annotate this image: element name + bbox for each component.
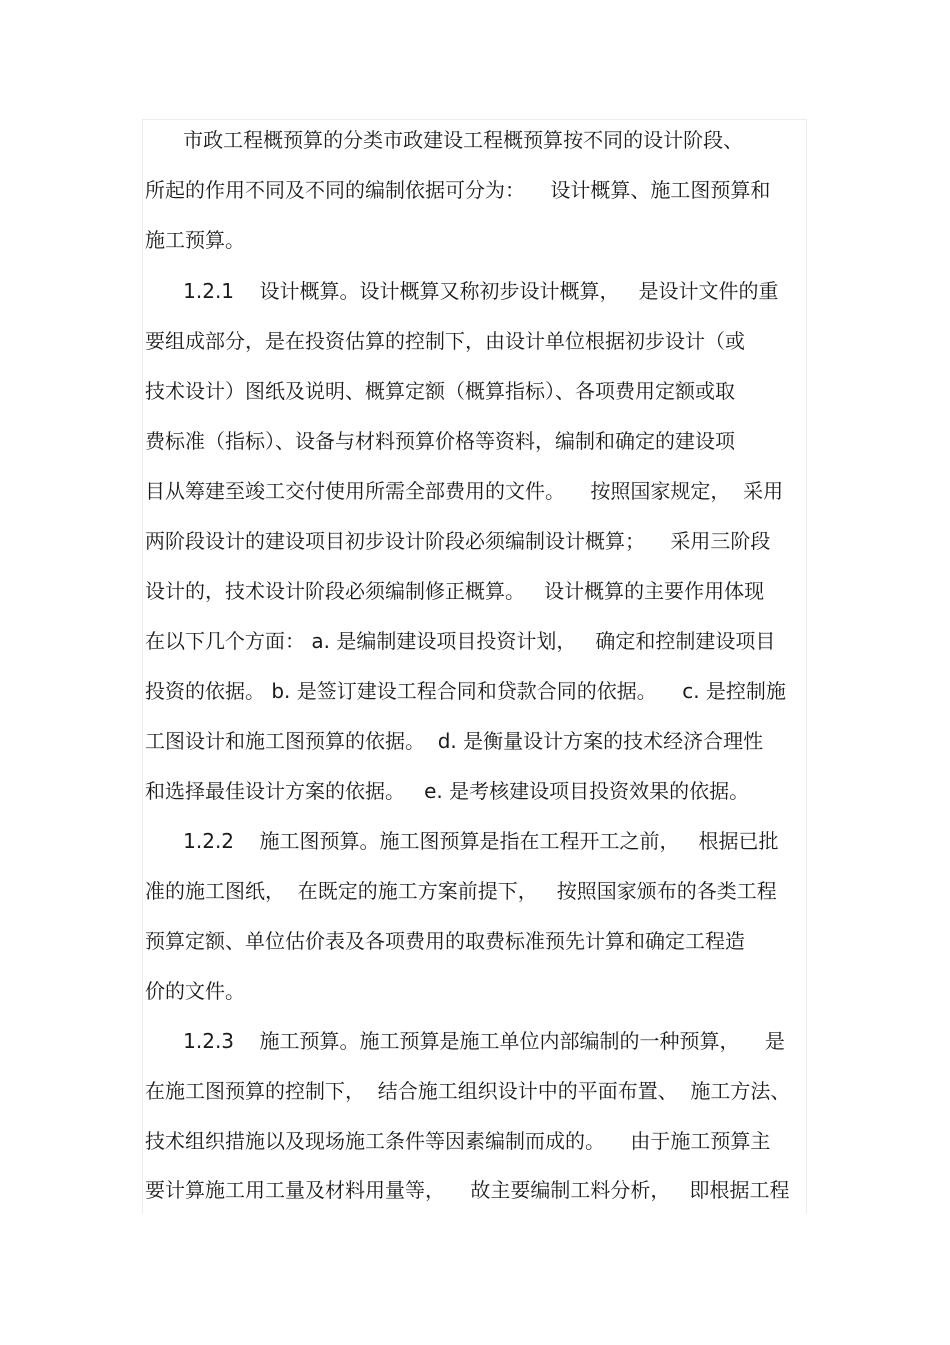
text-line: 技术设计）图纸及说明、概算定额（概算指标）、各项费用定额或取 <box>145 379 735 403</box>
text-line: 准的施工图纸， 在既定的施工方案前提下， 按照国家颁布的各类工程 <box>145 879 777 903</box>
text-line: 投资的依据。 b. 是签订建设工程合同和贷款合同的依据。 c. 是控制施 <box>145 679 786 703</box>
text-line: 要组成部分，是在投资估算的控制下，由设计单位根据初步设计（或 <box>145 329 745 353</box>
text-line: 市政工程概预算的分类市政建设工程概预算按不同的设计阶段、 <box>145 128 744 152</box>
text-line: 两阶段设计的建设项目初步设计阶段必须编制设计概算； 采用三阶段 <box>145 529 771 553</box>
text-line: 技术组织措施以及现场施工条件等因素编制而成的。 由于施工预算主 <box>145 1129 771 1153</box>
text-line: 在施工图预算的控制下， 结合施工组织设计中的平面布置、 施工方法、 <box>145 1079 791 1103</box>
text-line: 价的文件。 <box>145 979 245 1003</box>
text-line: 工图设计和施工图预算的依据。 d. 是衡量设计方案的技术经济合理性 <box>145 729 764 753</box>
text-line: 1.2.3 施工预算。施工预算是施工单位内部编制的一种预算， 是 <box>145 1029 785 1053</box>
text-line: 和选择最佳设计方案的依据。 e. 是考核建设项目投资效果的依据。 <box>145 779 750 803</box>
text-line: 所起的作用不同及不同的编制依据可分为： 设计概算、施工图预算和 <box>145 178 771 202</box>
text-line: 预算定额、单位估价表及各项费用的取费标准预先计算和确定工程造 <box>145 929 745 953</box>
text-line: 施工预算。 <box>145 228 245 252</box>
text-line: 1.2.2 施工图预算。施工图预算是指在工程开工之前， 根据已批 <box>145 829 779 853</box>
text-line: 目从筹建至竣工交付使用所需全部费用的文件。 按照国家规定， 采用 <box>145 479 784 503</box>
text-line: 在以下几个方面： a. 是编制建设项目投资计划， 确定和控制建设项目 <box>145 629 776 653</box>
text-line: 费标准（指标）、设备与材料预算价格等资料，编制和确定的建设项 <box>145 429 735 453</box>
text-line: 1.2.1 设计概算。设计概算又称初步设计概算， 是设计文件的重 <box>145 279 779 303</box>
text-line: 设计的，技术设计阶段必须编制修正概算。 设计概算的主要作用体现 <box>145 579 765 603</box>
text-line: 要计算施工用工量及材料用量等， 故主要编制工料分析， 即根据工程 <box>145 1178 790 1202</box>
